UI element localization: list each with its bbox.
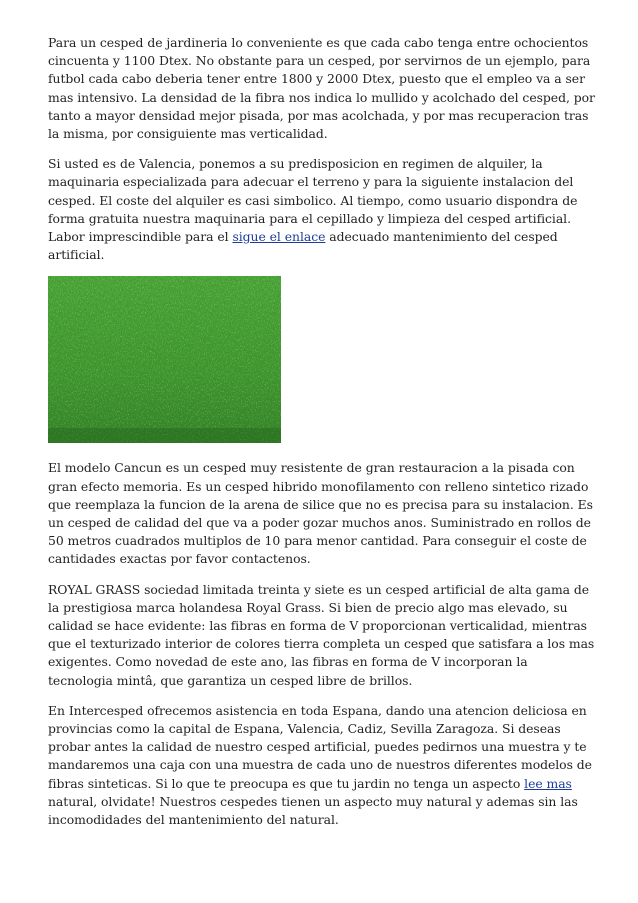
paragraph-text: En Intercesped ofrecemos asistencia en toda Espana, dando una atencion deliciosa en provincias como la capital de Espana, Valencia, Cadiz, Sevilla Zaragoza. Si deseas probar antes la calidad de nuestro cesped artificial, puedes pedirnos una muestra y te mandaremos una caja con una muestra de cada uno de nuestros diferentes modelos de fibras sinteticas. Si lo que te preocupa es que tu jardin no tenga un aspecto xyxy=(48,702,592,791)
paragraph-intercesped xyxy=(48,702,596,829)
sigue-el-enlace-link[interactable]: sigue el enlace xyxy=(232,229,326,245)
paragraph-text: Si usted es de Valencia, ponemos a su predisposicion en regimen de alquiler, la maquinaria especializada para adecuar el terreno y para la siguiente instalacion del cesped. El coste del alquiler es casi simbolico. Al tiempo, como usuario dispondra de forma gratuita nuestra maquinaria para el cepillado y limpieza del cesped artificial. Labor imprescindible para el xyxy=(48,156,578,245)
paragraph-fiber-density: Para un cesped de jardineria lo conveniente es que cada cabo tenga entre ochocientos cincuenta y 1100 Dtex. No obstante para un cesped, por servirnos de un ejemplo, para futbol cada cabo deberia tener entre 1800 y 2000 Dtex, puesto que el empleo va a ser mas intensivo. La densidad de la fibra nos indica lo mullido y acolchado del cesped, por tanto a mayor densidad mejor pisada, por mas acolchada, y por mas recuperacion tras la misma, por consiguiente mas verticalidad. xyxy=(48,35,595,142)
paragraph-cancun-model: El modelo Cancun es un cesped muy resistente de gran restauracion a la pisada con gran efecto memoria. Es un cesped hibrido monofilamento con relleno sintetico rizado que reemplaza la funcion de la arena de silice que no es precisa para su instalacion. Es un cesped de calidad del que va a poder gozar muchos anos. Suministrado en rollos de 50 metros cuadrados multiplos de 10 para menor cantidad. Para conseguir el coste de cantidades exactas por favor contactenos. xyxy=(48,460,593,567)
paragraph-text: adecuado mantenimiento del cesped artificial. xyxy=(48,229,558,263)
paragraph-royal-grass: ROYAL GRASS sociedad limitada treinta y siete es un cesped artificial de alta gama de la prestigiosa marca holandesa Royal Grass. Si bien de precio algo mas elevado, su calidad se hace evidente: las fibras en forma de V proporcionan verticalidad, mientras que el texturizado interior de colores tierra completa un cesped que satisfara a los mas exigentes. Como novedad de este ano, las fibras en forma de V incorporan la tecnologia mintâ, que garantiza un cesped libre de brillos. xyxy=(48,581,595,688)
lee-mas-link[interactable]: lee mas xyxy=(524,775,572,791)
paragraph-machinery-rental xyxy=(48,155,596,264)
paragraph-text: natural, olvidate! Nuestros cespedes tienen un aspecto muy natural y ademas sin las incomodidades del mantenimiento del natural. xyxy=(48,793,578,828)
artificial-grass-image xyxy=(48,276,281,443)
article xyxy=(48,34,596,841)
